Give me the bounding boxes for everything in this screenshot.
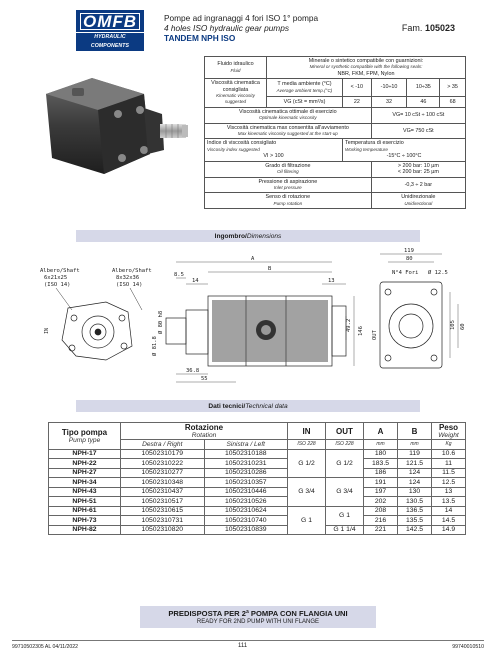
tech-band-en: Technical data xyxy=(245,402,288,410)
row-weight: 14.9 xyxy=(432,525,466,535)
table-row xyxy=(49,506,466,516)
h-weight: Peso xyxy=(438,423,459,432)
s-right: Destra / Right xyxy=(121,440,205,450)
second-pump-note xyxy=(140,606,376,628)
pump-photo xyxy=(32,58,192,188)
title-italian: Pompe ad ingranaggi 4 fori ISO 1° pompa xyxy=(164,13,319,23)
shaft-label-2 xyxy=(112,268,152,288)
temp-val-4: > 35 xyxy=(440,79,466,97)
rot-value: Unidirezionale xyxy=(401,194,436,201)
s-left: Sinistra / Left xyxy=(204,440,288,450)
family-code xyxy=(402,23,455,33)
table-row xyxy=(49,497,466,507)
tech-band-sep: / xyxy=(243,402,246,410)
s-mm-b: mm xyxy=(398,440,432,450)
row-weight: 11.5 xyxy=(432,468,466,478)
row-b: 124 xyxy=(398,478,432,488)
s-iso-in: ISO 228 xyxy=(288,440,326,450)
dim-49-2: 49.2 xyxy=(346,318,352,332)
vi-value: VI > 100 xyxy=(263,153,284,160)
row-right-code: 10502310277 xyxy=(121,468,205,478)
filt-label-cell xyxy=(205,161,372,177)
in-g34: G 3/4 xyxy=(288,478,326,507)
wt-sub: Working temperature xyxy=(345,146,388,152)
filt-value-cell xyxy=(371,161,465,177)
row-model: NPH-27 xyxy=(49,468,121,478)
rot-value-cell xyxy=(371,193,465,209)
row-a: 186 xyxy=(364,468,398,478)
shaft-label-1 xyxy=(40,268,80,288)
vg-val-4: 68 xyxy=(440,97,466,108)
row-left-code: 10502310286 xyxy=(204,468,288,478)
out-g1: G 1 xyxy=(326,506,364,525)
rear-view xyxy=(380,282,442,368)
inlet-label-cell xyxy=(205,177,372,193)
omfb-logo xyxy=(76,10,144,49)
out-port-label: OUT xyxy=(372,330,378,340)
fluid-label-cell xyxy=(205,57,267,79)
shaft2-leader xyxy=(130,288,142,310)
row-right-code: 10502310222 xyxy=(121,459,205,469)
dim-146: 146 xyxy=(358,326,364,336)
wt-cell xyxy=(343,139,466,161)
row-weight: 14.5 xyxy=(432,516,466,526)
wt-label: Temperatura di esercizio xyxy=(345,140,404,147)
row-weight: 14 xyxy=(432,506,466,516)
shaft1-iso: (ISO 14) xyxy=(44,282,71,288)
row-left-code: 10502310188 xyxy=(204,449,288,459)
h-type: Tipo pompa xyxy=(61,427,108,437)
temp-label: T media ambiente (°C) xyxy=(277,81,332,88)
filt-value-1: > 200 bar: 10 µm xyxy=(397,162,439,169)
dim-a: A xyxy=(251,256,255,262)
h-type-sub: Pump type xyxy=(68,436,101,444)
out-g114: G 1 1/4 xyxy=(326,525,364,535)
vi-sub: Viscosity index suggested xyxy=(207,146,260,152)
row-a: 180 xyxy=(364,449,398,459)
visc-label-cell xyxy=(205,79,267,108)
row-left-code: 10502310357 xyxy=(204,478,288,488)
in-g12: G 1/2 xyxy=(288,449,326,478)
table-row xyxy=(49,516,466,526)
max-value: VG= 750 cSt xyxy=(371,123,465,139)
dim-b: B xyxy=(268,266,272,272)
logo-text: OMFB xyxy=(80,13,140,30)
row-left-code: 10502310231 xyxy=(204,459,288,469)
dim-105: 105 xyxy=(450,320,456,330)
opt-label: Viscosità cinematica ottimale di esercizio xyxy=(239,108,337,115)
front-view xyxy=(62,302,132,360)
table-row xyxy=(49,478,466,488)
row-model: NPH-22 xyxy=(49,459,121,469)
row-weight: 13 xyxy=(432,487,466,497)
row-weight: 13.5 xyxy=(432,497,466,507)
row-left-code: 10502310839 xyxy=(204,525,288,535)
row-b: 130 xyxy=(398,487,432,497)
s-iso-out: ISO 228 xyxy=(326,440,364,450)
fluid-value-sub: Mineral or synthetic compatible with the following seals: xyxy=(309,64,423,70)
shaft1-leader xyxy=(56,288,72,310)
fluid-value-cell xyxy=(267,57,466,79)
footer-ref-code: 99740010510 xyxy=(452,644,484,650)
dim-8-5: 8.5 xyxy=(174,272,184,278)
table-row xyxy=(49,487,466,497)
logo-subtitle: HYDRAULIC COMPONENTS xyxy=(76,33,144,51)
max-label-cell xyxy=(205,123,372,139)
vi-label: Indice di viscosità consigliato xyxy=(207,140,277,147)
s-mm-a: mm xyxy=(364,440,398,450)
shaft2-title: Albero/Shaft xyxy=(112,268,152,274)
h-a: A xyxy=(364,423,398,440)
row-left-code: 10502310526 xyxy=(204,497,288,507)
temp-val-3: 10÷35 xyxy=(407,79,440,97)
row-model: NPH-73 xyxy=(49,516,121,526)
row-model: NPH-17 xyxy=(49,449,121,459)
dim-80: 80 xyxy=(406,256,413,262)
dims-band-it: Ingombro xyxy=(214,232,246,240)
row-a: 208 xyxy=(364,506,398,516)
row-right-code: 10502310731 xyxy=(121,516,205,526)
visc-label: Viscosità cinematica consigliata xyxy=(211,80,260,93)
row-model: NPH-82 xyxy=(49,525,121,535)
table-row xyxy=(49,459,466,469)
row-model: NPH-43 xyxy=(49,487,121,497)
h-weight-sub: Weight xyxy=(438,432,459,439)
row-weight: 10.6 xyxy=(432,449,466,459)
row-left-code: 10502310624 xyxy=(204,506,288,516)
dims-band-en: Dimensions xyxy=(246,232,282,240)
row-b: 124 xyxy=(398,468,432,478)
vg-val-2: 32 xyxy=(371,97,407,108)
inlet-sub: Inlet pressure xyxy=(273,184,302,190)
temp-val-1: < -10 xyxy=(343,79,372,97)
row-left-code: 10502310740 xyxy=(204,516,288,526)
opt-value: VG= 10 cSt ÷ 100 cSt xyxy=(371,107,465,123)
dim-119: 119 xyxy=(404,248,414,254)
series-title: TANDEM NPH ISO xyxy=(164,33,236,43)
footer-doc-code: 99710502305 AL 04/11/2022 xyxy=(12,644,79,650)
row-b: 130.5 xyxy=(398,497,432,507)
max-label: Viscosità cinematica max consentita all'avviamento xyxy=(226,124,349,131)
temp-sub: Average ambient temp.(°C) xyxy=(276,87,333,93)
title-english: 4 holes ISO hydraulic gear pumps xyxy=(164,23,289,33)
temp-val-2: -10÷10 xyxy=(371,79,407,97)
row-left-code: 10502310446 xyxy=(204,487,288,497)
holes-label: N°4 Fori xyxy=(392,270,419,276)
fam-number: 105023 xyxy=(424,23,455,33)
dim-36-8: 36.8 xyxy=(186,368,200,374)
technical-data-table xyxy=(48,422,466,535)
h-rot-cell xyxy=(121,423,288,440)
row-right-code: 10502310820 xyxy=(121,525,205,535)
row-a: 221 xyxy=(364,525,398,535)
h-type-cell xyxy=(49,423,121,450)
table-row xyxy=(49,449,466,459)
port-inner xyxy=(261,325,271,335)
specs-table xyxy=(204,56,466,209)
row-b: 119 xyxy=(398,449,432,459)
h-in: IN xyxy=(288,423,326,440)
rot-value-sub: Unidirectional xyxy=(404,200,433,206)
row-weight: 11 xyxy=(432,459,466,469)
filt-label: Grado di filtrazione xyxy=(265,162,311,169)
row-model: NPH-34 xyxy=(49,478,121,488)
wt-value: -15°C ÷ 100°C xyxy=(386,153,422,160)
row-a: 197 xyxy=(364,487,398,497)
rot-label-cell xyxy=(205,193,372,209)
shaft2-iso: (ISO 14) xyxy=(116,282,143,288)
table-row xyxy=(49,525,466,535)
row-right-code: 10502310437 xyxy=(121,487,205,497)
title-block xyxy=(164,13,384,43)
h-weight-cell xyxy=(432,423,466,440)
in-g1: G 1 xyxy=(288,506,326,535)
page-number: 111 xyxy=(238,643,248,649)
dimensions-band xyxy=(76,230,420,242)
row-b: 136.5 xyxy=(398,506,432,516)
fluid-value: Minerale o sintetico compatibile con guarnizioni: xyxy=(308,58,424,64)
row-a: 216 xyxy=(364,516,398,526)
out-g12: G 1/2 xyxy=(326,449,364,478)
h-out: OUT xyxy=(326,423,364,440)
temp-label-cell xyxy=(267,79,343,97)
row-b: 142.5 xyxy=(398,525,432,535)
shaft1-title: Albero/Shaft xyxy=(40,268,80,274)
out-g34: G 3/4 xyxy=(326,478,364,507)
h-rot: Rotazione xyxy=(184,423,224,432)
in-port-label: IN xyxy=(44,327,50,334)
tech-band-it: Dati tecnici xyxy=(208,402,244,410)
vg-label: VG (cSt = mm²/s) xyxy=(267,97,343,108)
fluid-sub: Fluid xyxy=(230,67,241,73)
pump-body xyxy=(46,78,164,174)
filt-value-2: < 200 bar: 25 µm xyxy=(397,169,439,176)
row-right-code: 10502310517 xyxy=(121,497,205,507)
technical-data-band xyxy=(76,400,420,412)
row-model: NPH-51 xyxy=(49,497,121,507)
h-b: B xyxy=(398,423,432,440)
fam-label: Fam. xyxy=(401,23,423,33)
inlet-value: -0,3 ÷ 2 bar xyxy=(371,177,465,193)
opt-label-cell xyxy=(205,107,372,123)
vi-cell xyxy=(205,139,343,161)
fluid-seals: NBR, FKM, FPM, Nylon xyxy=(337,70,395,77)
max-sub: Max kinematic viscosity suggested at the start-up xyxy=(237,131,338,137)
shaft2-spec: 8x32x36 xyxy=(116,275,140,281)
note-english: READY FOR 2ND PUMP WITH UNI FLANGE xyxy=(196,619,320,625)
row-model: NPH-61 xyxy=(49,506,121,516)
dim-13: 13 xyxy=(328,278,335,284)
h-rot-sub: Rotation xyxy=(191,432,217,439)
row-a: 191 xyxy=(364,478,398,488)
note-italian: PREDISPOSTA PER 2ª POMPA CON FLANGIA UNI xyxy=(168,609,348,618)
row-right-code: 10502310348 xyxy=(121,478,205,488)
row-weight: 12.5 xyxy=(432,478,466,488)
row-b: 121.5 xyxy=(398,459,432,469)
vg-val-3: 46 xyxy=(407,97,440,108)
row-a: 183.5 xyxy=(364,459,398,469)
footer-divider xyxy=(12,640,484,641)
s-kg: Kg xyxy=(432,440,466,450)
table-row xyxy=(49,468,466,478)
opt-sub: Optimale kinematic viscosity xyxy=(258,115,317,121)
row-a: 202 xyxy=(364,497,398,507)
row-right-code: 10502310615 xyxy=(121,506,205,516)
rot-sub: Pump rotation xyxy=(273,200,303,206)
dim-55: 55 xyxy=(201,376,208,382)
dim-d80: Ø 80 h8 xyxy=(158,310,164,334)
rot-label: Senso di rotazione xyxy=(265,194,311,201)
dim-60: 60 xyxy=(460,323,466,330)
row-right-code: 10502310179 xyxy=(121,449,205,459)
fluid-label: Fluido idraulico xyxy=(217,61,254,68)
row-b: 135.5 xyxy=(398,516,432,526)
filt-sub: Oil filtering xyxy=(276,169,299,175)
vg-val-1: 22 xyxy=(343,97,372,108)
dimension-drawing xyxy=(36,248,466,388)
shaft1-spec: 6x21x25 xyxy=(44,275,68,281)
holes-diameter: Ø 12.5 xyxy=(428,270,448,276)
pump-shaft xyxy=(160,124,188,138)
visc-sub: Kinematic viscosity suggested xyxy=(216,93,255,105)
logo-wordmark xyxy=(76,10,144,32)
dims-band-sep: / xyxy=(245,232,247,240)
dim-14: 14 xyxy=(192,278,199,284)
inlet-label: Pressione di aspirazione xyxy=(258,178,318,185)
dim-d81: Ø 81.8 xyxy=(152,336,158,356)
